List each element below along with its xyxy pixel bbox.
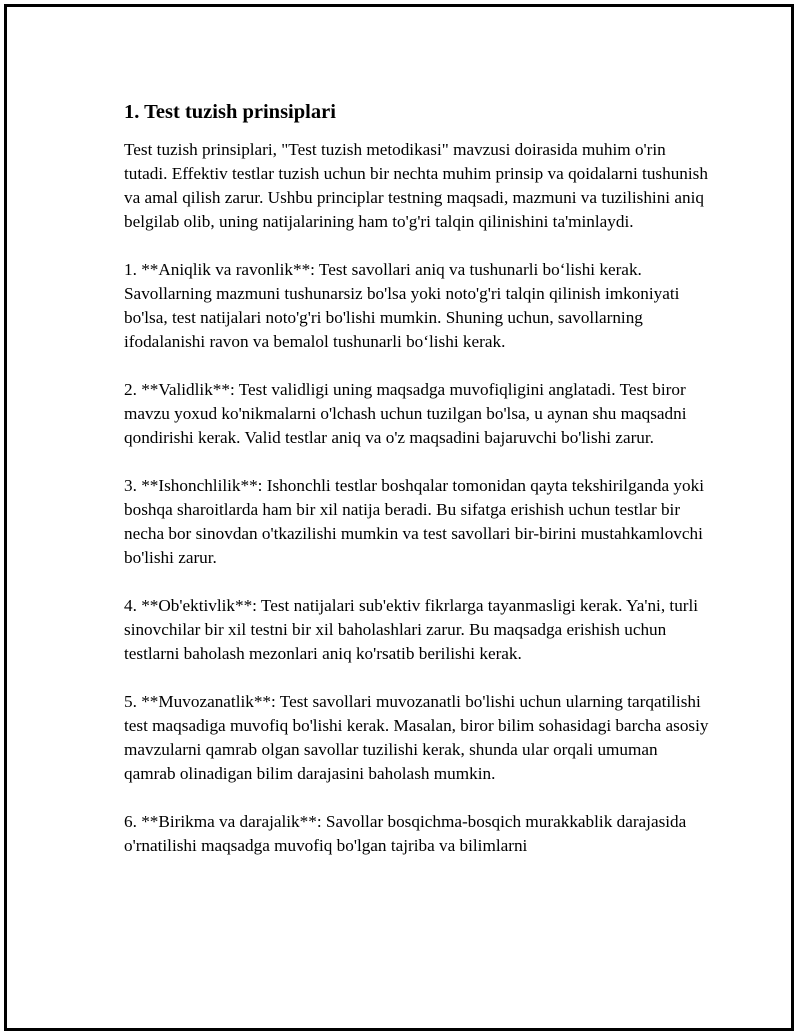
principle-objectivity-paragraph: 4. **Ob'ektivlik**: Test natijalari sub'ektiv fikrlarga tayanmasligi kerak. Ya'ni, turli sinovchilar bir xil testni bir xil baholashlari zarur. Bu maqsadga erishish uchun testlarni baholash mezonlari aniq ko'rsatib berilishi kerak. (124, 596, 699, 663)
principle-balance-paragraph: 5. **Muvozanatlik**: Test savollari muvozanatli bo'lishi uchun ularning tarqatilishi test maqsadiga muvofiq bo'lishi kerak. Masalan, biror bilim sohasidagi barcha asosiy mavzularni qamrab olgan savollar tuzilishi kerak, shunda ular orqali umuman qamrab olinadigan bilim darajasini baholash mumkin. (124, 692, 709, 783)
section-heading: 1. Test tuzish prinsiplari (124, 101, 336, 123)
principle-combination-paragraph: 6. **Birikma va darajalik**: Savollar bosqichma-bosqich murakkablik darajasida o'rnatilishi maqsadga muvofiq bo'lgan tajriba va bilimlarni (124, 812, 687, 855)
principle-clarity-paragraph: 1. **Aniqlik va ravonlik**: Test savollari aniq va tushunarli bo‘lishi kerak. Savollarning mazmuni tushunarsiz bo'lsa yoki noto'g'ri talqin qilinish imkoniyati bo'lsa, test natijalari noto'g'ri bo'lishi mumkin. Shuning uchun, savollarning ifodalanishi ravon va bemalol tushunarli bo‘lishi kerak. (124, 260, 680, 351)
intro-paragraph: Test tuzish prinsiplari, "Test tuzish metodikasi" mavzusi doirasida muhim o'rin tutadi. Effektiv testlar tuzish uchun bir nechta muhim prinsip va qoidalarni tushunish va amal qilish zarur. Ushbu principlar testning maqsadi, mazmuni va tuzilishini aniq belgilab olib, uning natijalarining ham to'g'ri talqin qilinishini ta'minlaydi. (124, 140, 708, 231)
principle-validity-paragraph: 2. **Validlik**: Test validligi uning maqsadga muvofiqligini anglatadi. Test biror mavzu yoxud ko'nikmalarni o'lchash uchun tuzilgan bo'lsa, u aynan shu maqsadni qondirishi kerak. Valid testlar aniq va o'z maqsadini bajaruvchi bo'lishi zarur. (124, 380, 687, 447)
document-content (120, 98, 710, 858)
principle-reliability-paragraph: 3. **Ishonchlilik**: Ishonchli testlar boshqalar tomonidan qayta tekshirilganda yoki boshqa sharoitlarda ham bir xil natija beradi. Bu sifatga erishish uchun testlar bir necha bor sinovdan o'tkazilishi mumkin va test savollari bir-birini mustahkamlovchi bo'lishi zarur. (124, 476, 704, 567)
page-frame (4, 4, 794, 1031)
